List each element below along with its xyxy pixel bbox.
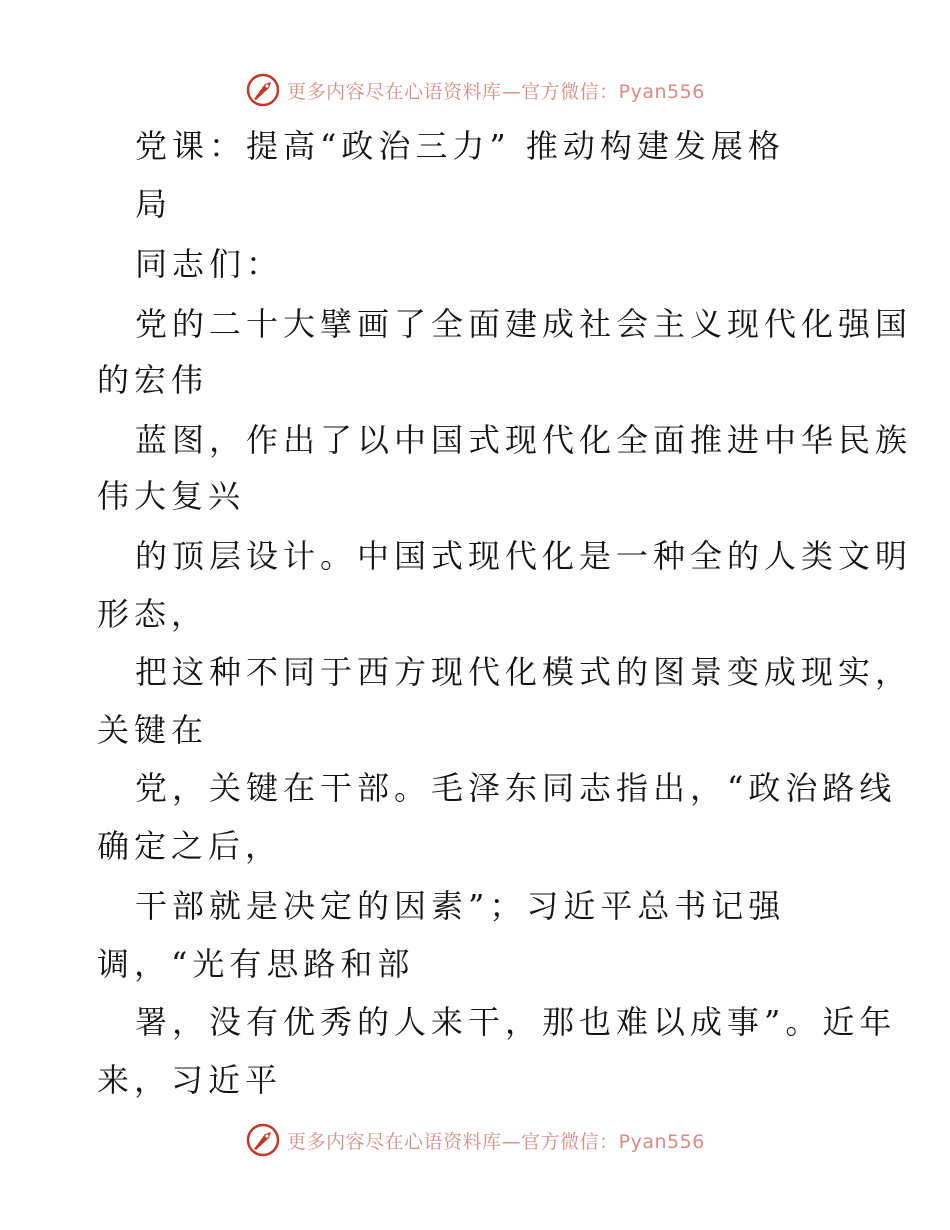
document-title-line-1: 党课：提高“政治三力” 推动构建发展格 (135, 127, 785, 165)
text-line: 党的二十大擘画了全面建成社会主义现代化强国 (135, 305, 913, 343)
text-line: 干部就是决定的因素”；习近平总书记强 (135, 887, 786, 925)
text-line: 的宏伟 (97, 361, 209, 399)
header-watermark-text: 更多内容尽在心语资料库—官方微信：Pyan556 (287, 80, 705, 103)
text-line: 关键在 (97, 711, 209, 749)
text-line: 蓝图，作出了以中国式现代化全面推进中华民族 (135, 421, 913, 459)
pen-nib-circle-icon (245, 1122, 281, 1158)
text-line: 的顶层设计。中国式现代化是一种全的人类文明 (135, 537, 913, 575)
document-title-line-2: 局 (135, 185, 173, 223)
text-line: 署，没有优秀的人来干，那也难以成事”。近年 (135, 1003, 897, 1041)
text-line: 把这种不同于西方现代化模式的图景变成现实， (135, 653, 913, 691)
text-line: 来，习近平 (97, 1061, 283, 1099)
text-line: 党，关键在干部。毛泽东同志指出，“政治路线 (135, 769, 897, 807)
footer-watermark-banner (0, 1120, 950, 1160)
text-line: 形态， (97, 595, 209, 633)
text-line: 伟大复兴 (97, 477, 246, 515)
text-line: 调，“光有思路和部 (97, 945, 415, 983)
salutation: 同志们： (135, 245, 284, 283)
text-line: 确定之后， (97, 827, 283, 865)
footer-watermark-text: 更多内容尽在心语资料库—官方微信：Pyan556 (287, 1130, 705, 1153)
